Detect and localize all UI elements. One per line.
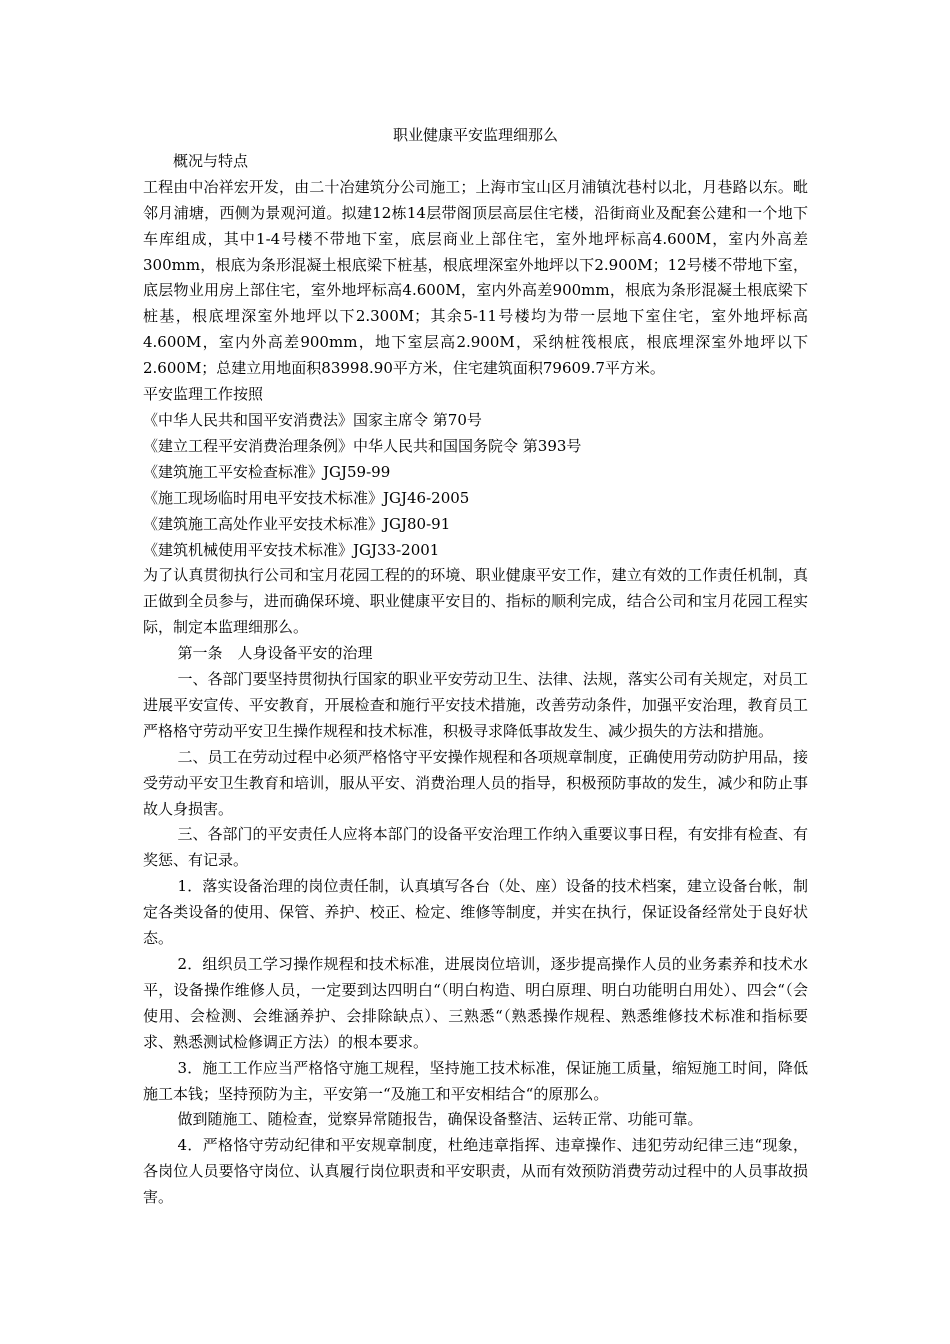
- document-title: 职业健康平安监理细那么: [392, 126, 558, 144]
- body-paragraph: 做到随施工、随检查，觉察异常随报告，确保设备整洁、运转正常、功能可靠。: [177, 1110, 703, 1129]
- purpose-paragraph: 为了认真贯彻执行公司和宝月花园工程的的环境、职业健康平安工作，建立有效的工作责任机制，真正做到全员参与，进而确保环境、职业健康平安目的、指标的顺利完成，结合公司和宝月花园工程实际，制定本监理细那么。: [143, 566, 808, 637]
- reference-item: 《建立工程平安消费治理条例》中华人民共和国国务院令 第393号: [143, 436, 582, 455]
- reference-item: 《建筑机械使用平安技术标准》JGJ33-2001: [143, 540, 440, 559]
- reference-item: 《施工现场临时用电平安技术标准》JGJ46-2005: [143, 488, 470, 507]
- body-paragraph: 2．组织员工学习操作规程和技术标准，进展岗位培训，逐步提高操作人员的业务素养和技术水平，设备操作维修人员，一定要到达四明白“（明白构造、明白原理、明白功能明白用处）、四会“（会使用、会检测、会维涵养护、会排除缺点）、三熟悉“（熟悉操作规程、熟悉维修技术标准和指标要求、熟悉测试检修调正方法）的根本要求。: [143, 955, 808, 1051]
- body-paragraph: 一、各部门要坚持贯彻执行国家的职业平安劳动卫生、法律、法规，落实公司有关规定，对员工进展平安宣传、平安教育，开展检查和施行平安技术措施，改善劳动条件，加强平安治理，教育员工严格格守劳动平安卫生操作规程和技术标准，积极寻求降低事故发生、减少损失的方法和措施。: [143, 670, 808, 740]
- document-page: [143, 123, 808, 1211]
- section-heading-overview: 概况与特点: [173, 151, 249, 170]
- article-heading: 第一条 人身设备平安的治理: [177, 644, 373, 663]
- body-paragraph: 1．落实设备治理的岗位责任制，认真填写各台（处、座）设备的技术档案，建立设备台帐，制定各类设备的使用、保管、养护、校正、检定、维修等制度，并实在执行，保证设备经常处于良好状态。: [143, 877, 808, 948]
- body-paragraph: 4．严格恪守劳动纪律和平安规章制度，杜绝违章指挥、违章操作、违犯劳动纪律三违“现象，各岗位人员要恪守岗位、认真履行岗位职责和平安职责，从而有效预防消费劳动过程中的人员事故损害。: [143, 1136, 808, 1207]
- body-paragraph: 三、各部门的平安责任人应将本部门的设备平安治理工作纳入重要议事日程，有安排有检查、有奖惩、有记录。: [143, 825, 808, 870]
- body-paragraph: 3．施工工作应当严格恪守施工规程，坚持施工技术标准，保证施工质量，缩短施工时间，降低施工本钱；坚持预防为主，平安第一“及施工和平安相结合“的原那么。: [143, 1058, 808, 1103]
- reference-item: 《中华人民共和国平安消费法》国家主席令 第70号: [143, 410, 482, 429]
- body-paragraph: 二、员工在劳动过程中必须严格恪守平安操作规程和各项规章制度，正确使用劳动防护用品，接受劳动平安卫生教育和培训，服从平安、消费治理人员的指导，积极预防事故的发生，减少和防止事故人身损害。: [143, 747, 808, 818]
- reference-item: 《建筑施工高处作业平安技术标准》JGJ80-91: [143, 514, 451, 533]
- reference-item: 《建筑施工平安检查标准》JGJ59-99: [143, 462, 391, 481]
- section-heading-basis: 平安监理工作按照: [143, 385, 264, 404]
- overview-paragraph: 工程由中冶祥宏开发，由二十冶建筑分公司施工；上海市宝山区月浦镇沈巷村以北，月巷路以东。毗邻月浦塘，西侧为景观河道。拟建12栋14层带阁顶层高层住宅楼，沿街商业及配套公建和一个地下车库组成，其中1-4号楼不带地下室，底层商业上部住宅，室外地坪标高4.600M，室内外高差300mm，根底为条形混凝土根底梁下桩基，根底埋深室外地坪以下2.900M；12号楼不带地下室，底层物业用房上部住宅，室外地坪标高4.600M，室内外高差900mm，根底为条形混凝土根底梁下桩基，根底埋深室外地坪以下2.300M；其余5-11号楼均为带一层地下室住宅，室外地坪标高4.600M，室内外高差900mm，地下室层高2.900M，采纳桩筏根底，根底埋深室外地坪以下2.600M；总建立用地面积83998.90平方米，住宅建筑面积79609.7平方米。: [143, 177, 808, 378]
